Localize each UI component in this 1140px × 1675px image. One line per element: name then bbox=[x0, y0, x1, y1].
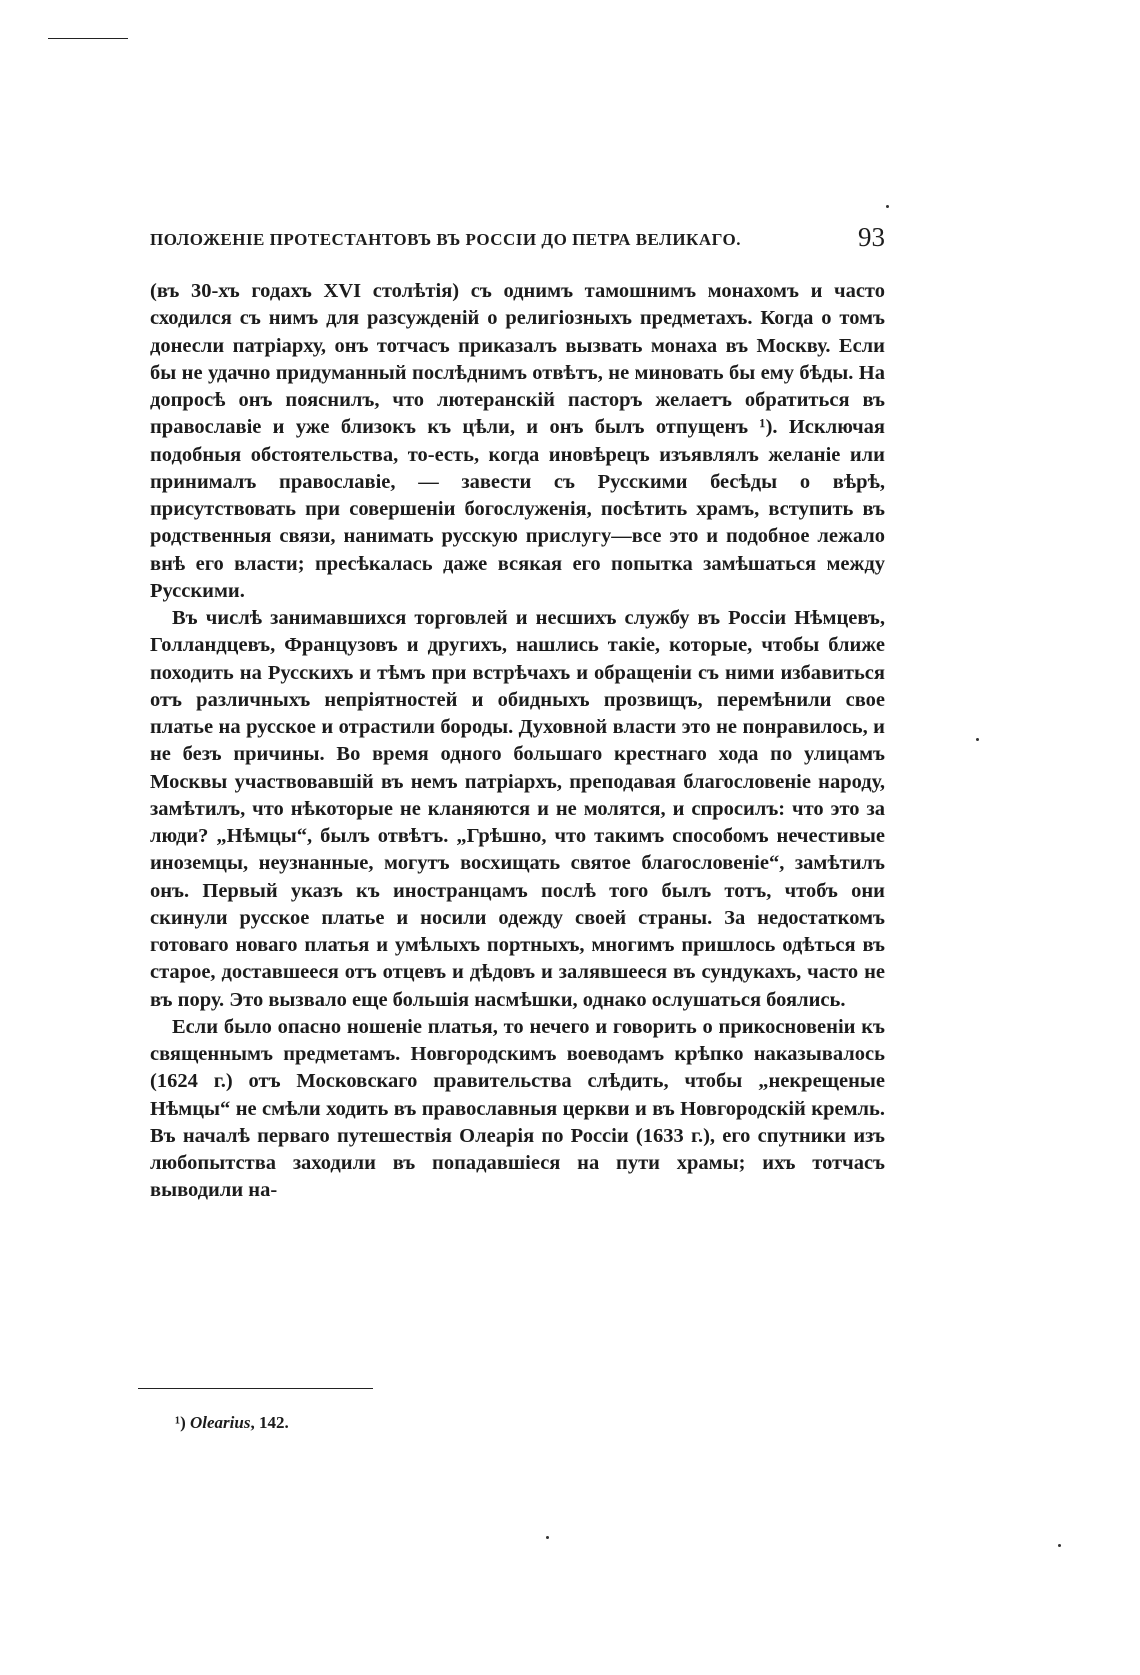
paragraph: Въ числѣ занимавшихся торговлей и несшихъ службу въ Россіи Нѣмцевъ, Голландцевъ, Французовъ и другихъ, нашлись такіе, которые, чтобы ближе походить на Русскихъ и тѣмъ при встрѣчахъ и обращеніи съ ними избавиться отъ различныхъ непріятностей и обидныхъ прозвищъ, перемѣнили свое платье на русское и отрастили бороды. Духовной власти это не понравилось, и не безъ причины. Во время одного большаго крестнаго хода по улицамъ Москвы участвовавшій въ немъ патріархъ, преподавая благословеніе народу, замѣтилъ, что нѣкоторые не кланяются и не молятся, и спросилъ: что это за люди? „Нѣмцы“, былъ отвѣтъ. „Грѣшно, что такимъ способомъ нечестивые иноземцы, неузнанные, могутъ восхищать святое благословеніе“, замѣтилъ онъ. Первый указъ къ иностранцамъ послѣ того былъ тотъ, чтобъ они скинули русское платье и носили одежду своей страны. За недостаткомъ готоваго новаго платья и умѣлыхъ портныхъ, многимъ пришлось одѣться въ старое, доставшееся отъ отцевъ и дѣдовъ и залявшееся въ сундукахъ, часто не въ пору. Это вызвало еще большія насмѣшки, однако ослушаться боялись. bbox=[150, 607, 885, 1011]
footnote-author: Olearius bbox=[190, 1413, 251, 1432]
paragraph: (въ 30-хъ годахъ XVI столѣтія) съ однимъ тамошнимъ монахомъ и часто сходился съ нимъ для разсужденій о религіозныхъ предметахъ. Когда о томъ донесли патріарху, онъ тотчасъ приказалъ вызвать монаха въ Москву. Если бы не удачно придуманный послѣднимъ отвѣтъ, не миновать бы ему бѣды. На допросѣ онъ пояснилъ, что лютеранскій пасторъ желаетъ обратиться въ православіе и уже близокъ къ цѣли, и онъ былъ отпущенъ ¹). Исключая подобныя обстоятельства, то-есть, когда иновѣрецъ изъявлялъ желаніе или принималъ православіе, — завести съ Русскими бесѣды о вѣрѣ, присутствовать при совершеніи богослуженія, посѣтить храмъ, вступить въ родственныя связи, нанимать русскую прислугу—все это и подобное лежало внѣ его власти; пресѣкалась даже всякая его попытка замѣшаться между Русскими. bbox=[150, 280, 885, 602]
scan-speck bbox=[1058, 1544, 1061, 1547]
scan-corner-rule bbox=[48, 38, 128, 39]
footnote-marker: ¹) bbox=[175, 1413, 186, 1432]
body-text bbox=[150, 278, 885, 1205]
page-header bbox=[150, 222, 885, 262]
running-title: ПОЛОЖЕНІЕ ПРОТЕСТАНТОВЪ ВЪ РОССІИ ДО ПЕТРА ВЕЛИКАГО. bbox=[150, 230, 742, 249]
scan-speck bbox=[976, 738, 979, 741]
footnote-rule bbox=[138, 1388, 373, 1389]
scan-speck bbox=[886, 205, 889, 208]
footnote bbox=[175, 1413, 289, 1433]
scan-speck bbox=[546, 1536, 549, 1539]
paragraph: Если было опасно ношеніе платья, то нечего и говорить о прикосновеніи къ священнымъ предметамъ. Новгородскимъ воеводамъ крѣпко наказывалось (1624 г.) отъ Московскаго правительства слѣдить, чтобы „некрещеные Нѣмцы“ не смѣли ходить въ православныя церкви и въ Новгородскій кремль. Въ началѣ перваго путешествія Олеарія по Россіи (1633 г.), его спутники изъ любопытства заходили въ попадавшіеся на пути храмы; ихъ тотчасъ выводили на- bbox=[150, 1015, 885, 1202]
page-number: 93 bbox=[858, 222, 885, 252]
footnote-page-ref: , 142. bbox=[250, 1413, 289, 1432]
